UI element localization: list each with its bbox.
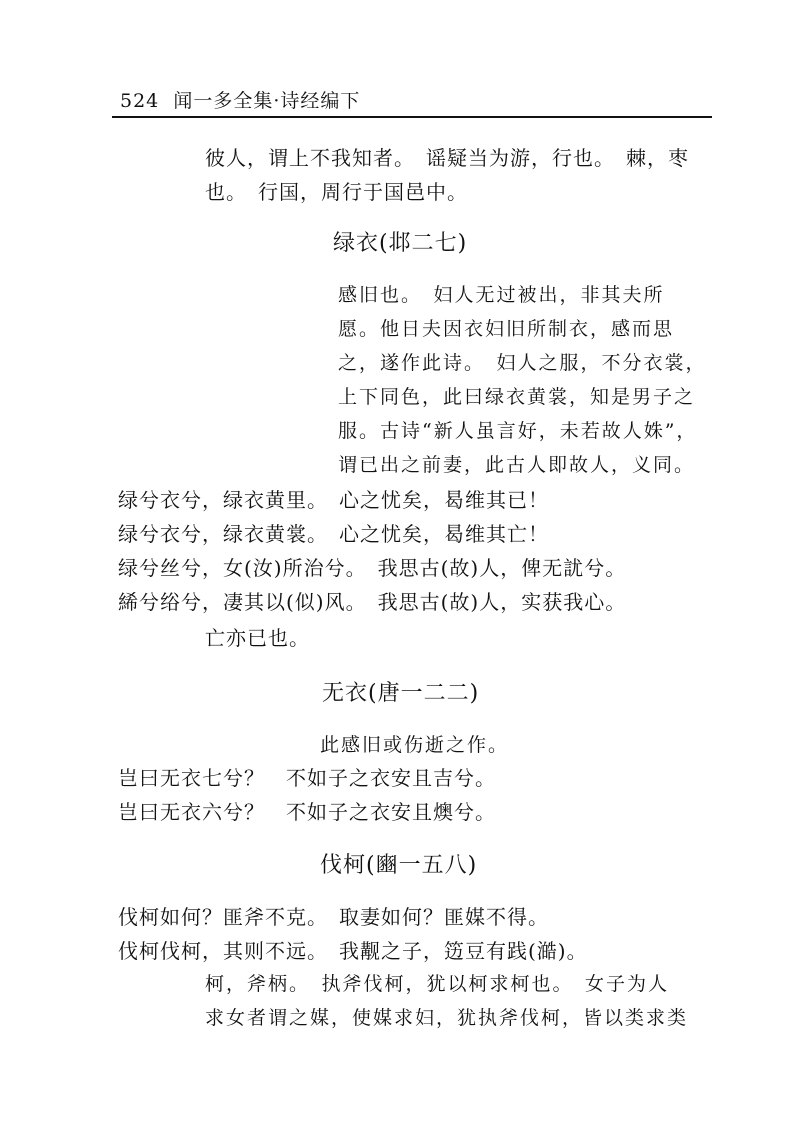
intro-line: 也。 行国，周行于国邑中。 [205,180,468,204]
verse-line: 岂曰无衣六兮？ 不如子之衣安且燠兮。 [118,800,496,824]
commentary-line: 谓已出之前妻，此古人即故人，义同。 [338,454,696,476]
commentary-line: 服。古诗“新人虽言好，未若故人姝”， [338,420,698,442]
verse-line: 絺兮绤兮，凄其以(似)风。 我思古(故)人，实获我心。 [118,590,627,614]
verse-line: 绿兮衣兮，绿衣黄里。 心之忧矣，曷维其已！ [118,488,549,512]
commentary-line: 求女者谓之媒，使媒求妇，犹执斧伐柯，皆以类求类 [205,1007,689,1029]
commentary-line: 愿。他日夫因衣妇旧所制衣，感而思 [338,318,675,340]
verse-gloss: 亡亦已也。 [205,626,310,650]
commentary-line: 之，遂作此诗。 妇人之服，不分衣裳， [338,352,707,374]
poem-title: 无衣(唐一二二) [322,681,480,706]
verse-line: 伐柯伐柯，其则不远。 我觏之子，笾豆有践(澔)。 [118,939,588,963]
commentary-line: 上下同色，此曰绿衣黄裳，知是男子之 [338,386,696,408]
commentary-line: 柯，斧柄。 执斧伐柯，犹以柯求柯也。 女子为人 [205,973,670,995]
book-title: 闻一多全集·诗经编下 [173,90,361,112]
header-rule [112,116,712,118]
verse-line: 绿兮衣兮，绿衣黄裳。 心之忧矣，曷维其亡！ [118,522,549,546]
verse-line: 伐柯如何？匪斧不克。 取妻如何？匪媒不得。 [118,905,549,929]
commentary-line: 感旧也。 妇人无过被出，非其夫所 [338,284,665,306]
verse-line: 绿兮丝兮，女(汝)所治兮。 我思古(故)人，俾无訧兮。 [118,556,627,580]
poem-title: 伐柯(豳一五八) [320,853,478,878]
commentary-line: 此感旧或伤逝之作。 [320,734,510,756]
running-header [120,86,360,113]
poem-title: 绿衣(邶二七) [333,231,468,256]
page-number: 524 [120,90,160,112]
verse-line: 岂曰无衣七兮？ 不如子之衣安且吉兮。 [118,766,496,790]
intro-line: 彼人，谓上不我知者。 谣疑当为游，行也。 棘，枣 [205,146,689,170]
